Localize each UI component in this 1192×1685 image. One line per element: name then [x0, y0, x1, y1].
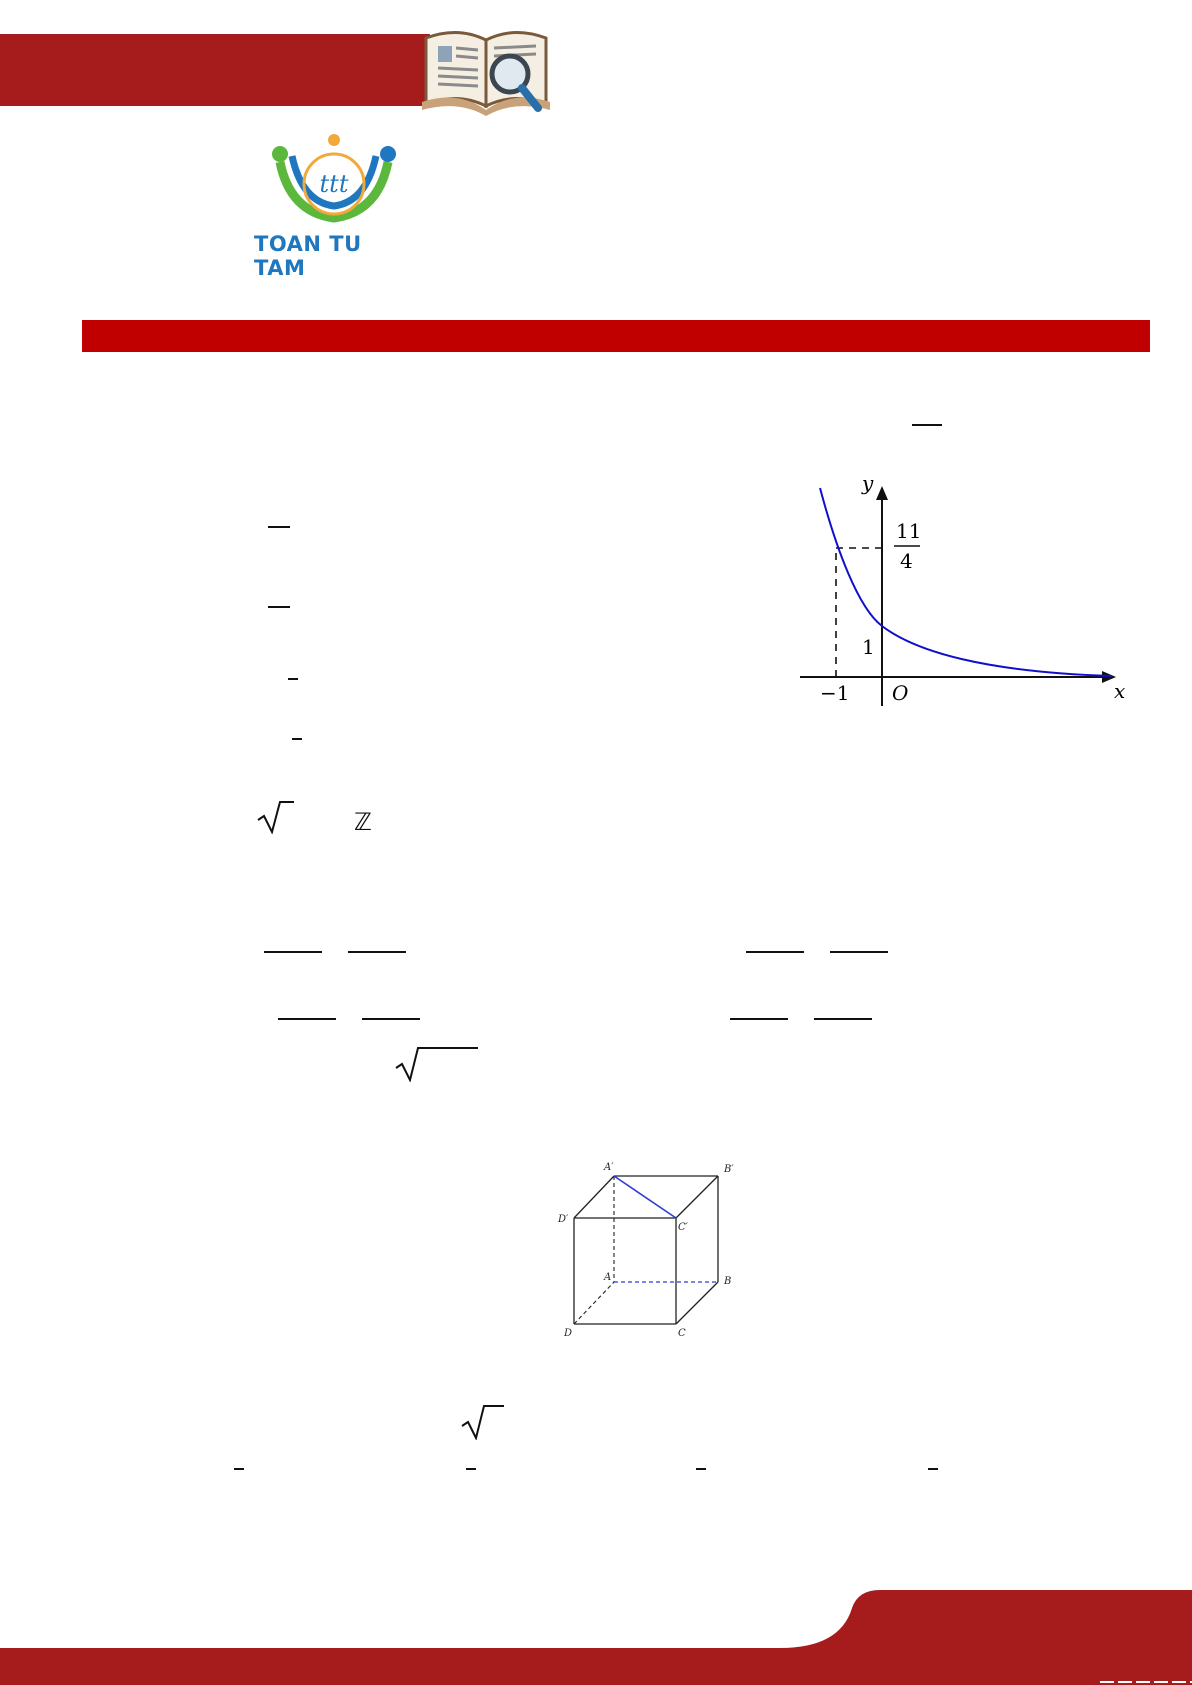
- vertex-d: D: [564, 1328, 573, 1339]
- fraction-bar: [696, 1468, 706, 1470]
- vertex-b: B: [724, 1276, 732, 1287]
- logo-mark: ttt: [319, 170, 349, 198]
- vertex-b-prime: B′: [724, 1164, 734, 1175]
- y-tick-numerator: 11: [896, 519, 922, 543]
- brand-name: TOAN TU TAM: [254, 232, 362, 280]
- fraction-bar: [466, 1468, 476, 1470]
- fraction-bar: [268, 526, 290, 528]
- book-search-icon: [418, 18, 556, 116]
- y-tick-denominator: 4: [900, 549, 913, 573]
- header-red-band: [0, 34, 430, 106]
- y-tick-one: 1: [862, 635, 875, 659]
- fraction-bar: [234, 1468, 244, 1470]
- fraction-bar: [268, 606, 290, 608]
- vertex-a: A: [604, 1272, 612, 1283]
- fraction-bar: [362, 1018, 420, 1020]
- vertex-c-prime: C′: [678, 1222, 688, 1233]
- x-axis-label: x: [1114, 679, 1126, 703]
- y-axis-label: y: [862, 471, 874, 495]
- cube-figure: [550, 1158, 750, 1348]
- vertex-a-prime: A′: [604, 1162, 614, 1173]
- fraction-bar: [912, 424, 942, 426]
- footer-band: [0, 1588, 1192, 1685]
- radical-sign: [394, 1046, 480, 1082]
- fraction-bar: [278, 1018, 336, 1020]
- fraction-bar: [264, 951, 322, 953]
- section-title-bar: [82, 320, 1150, 352]
- fraction-bar: [292, 738, 302, 740]
- origin-label: O: [892, 681, 909, 705]
- radical-sign: [256, 800, 296, 834]
- fraction-bar: [348, 951, 406, 953]
- radical-sign: [460, 1404, 506, 1440]
- x-tick-neg1: −1: [820, 681, 850, 705]
- fraction-bar: [830, 951, 888, 953]
- vertex-d-prime: D′: [558, 1214, 569, 1225]
- fraction-bar: [814, 1018, 872, 1020]
- exponential-graph: [796, 470, 1136, 710]
- fraction-bar: [288, 678, 298, 680]
- fraction-bar: [928, 1468, 938, 1470]
- vertex-c: C: [678, 1328, 686, 1339]
- integers-symbol: ℤ: [354, 810, 372, 836]
- fraction-bar: [730, 1018, 788, 1020]
- fraction-bar: [746, 951, 804, 953]
